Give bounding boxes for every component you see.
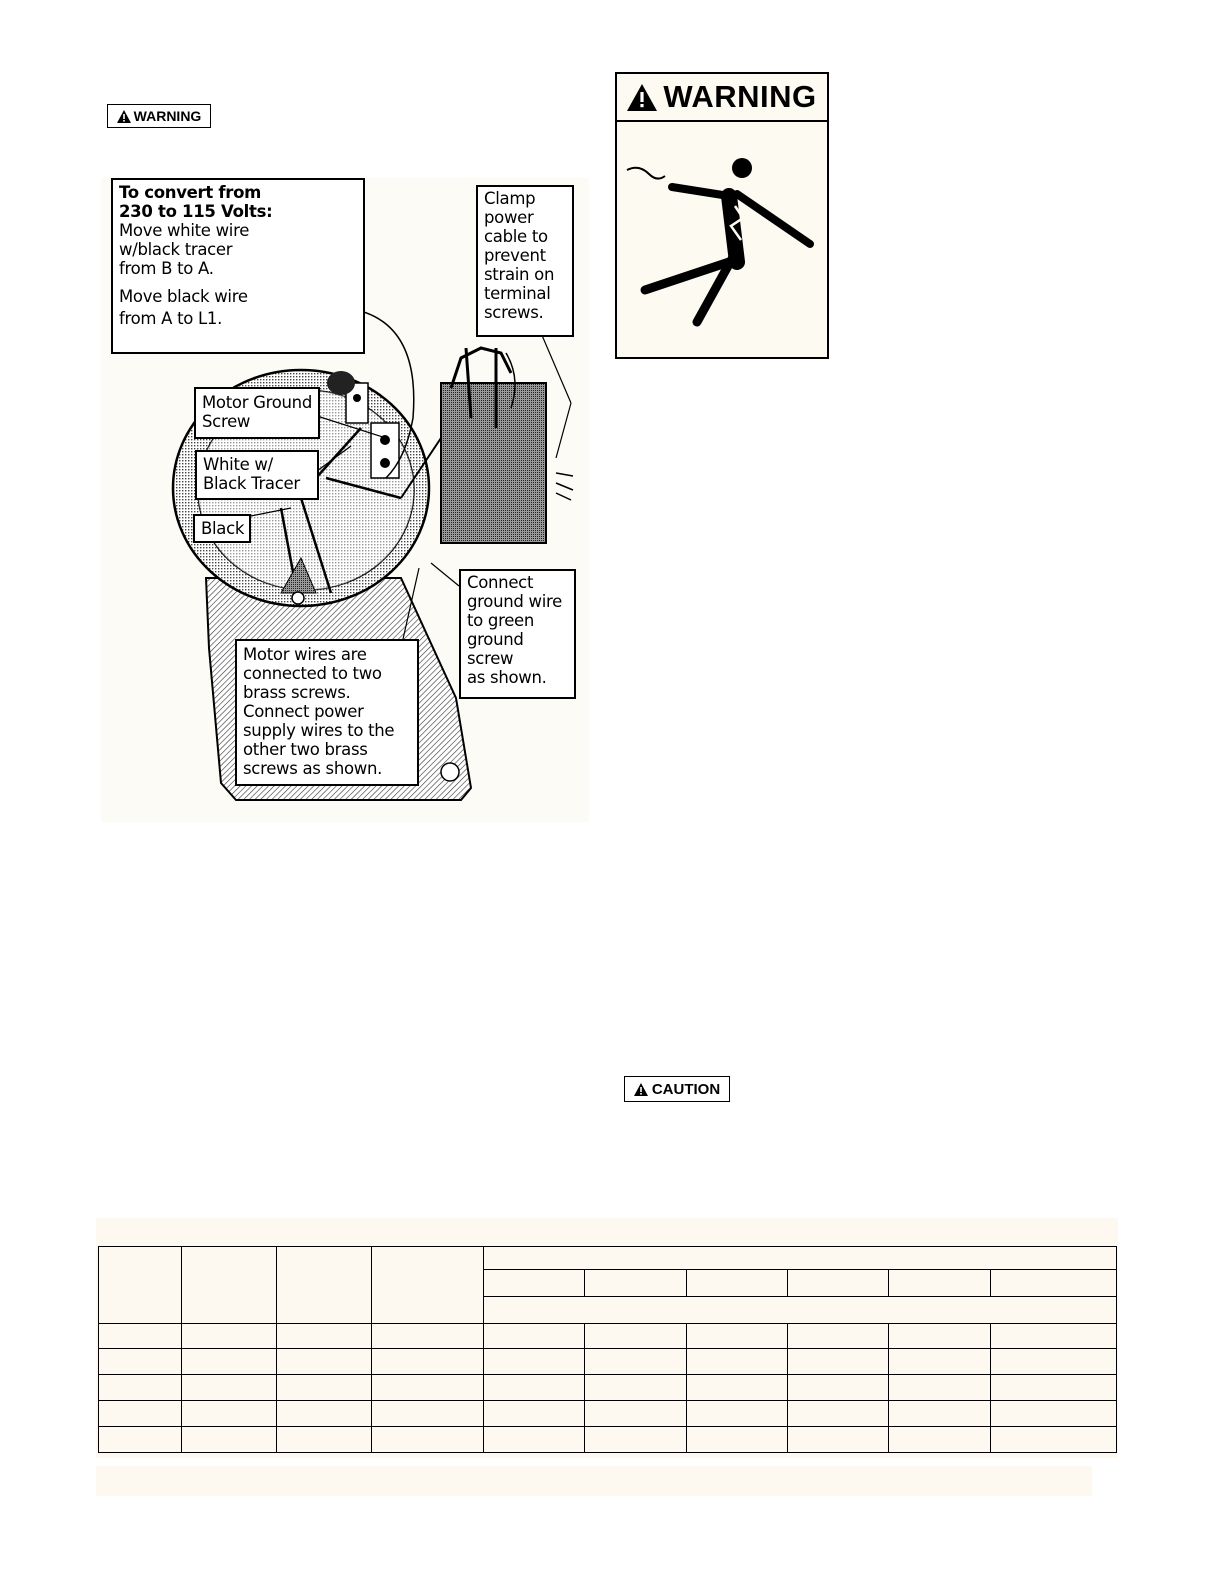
table-header-cell: [99, 1247, 182, 1324]
black-wire-label: [193, 514, 251, 543]
motor-wires-line: brass screws.: [243, 683, 351, 702]
warning-badge-label: WARNING: [133, 108, 202, 124]
table-header-cell: [585, 1270, 687, 1297]
connect-ground-line: ground: [467, 630, 524, 649]
motor-ground-screw-label: [194, 387, 320, 439]
clamp-line: terminal: [484, 284, 551, 303]
convert-line: Move white wire: [119, 221, 250, 240]
black-wire-text: Black: [201, 519, 245, 538]
table-header-cell: [182, 1247, 277, 1324]
table-row: [99, 1324, 1117, 1349]
motor-wires-line: supply wires to the: [243, 721, 395, 740]
convert-line: Move black wire: [119, 287, 248, 306]
wiring-diagram: [101, 178, 589, 822]
electric-shock-icon: [617, 122, 827, 357]
sign-heading-text: WARNING: [663, 79, 817, 114]
table-header-cell: [889, 1270, 991, 1297]
warning-triangle-icon: [117, 110, 131, 123]
convert-voltage-box: [111, 178, 365, 354]
table-header-cell: [484, 1270, 585, 1297]
white-tracer-label: [195, 450, 319, 500]
motor-ground-line: Screw: [202, 412, 251, 431]
connect-ground-line: screw: [467, 649, 514, 668]
caution-badge-label: CAUTION: [651, 1080, 721, 1098]
connect-ground-line: as shown.: [467, 668, 547, 687]
caution-triangle-icon: [634, 1083, 648, 1096]
clamp-line: screws.: [484, 303, 544, 322]
clamp-line: Clamp: [484, 189, 536, 208]
convert-title-line2: 230 to 115 Volts:: [119, 202, 273, 221]
motor-wires-line: other two brass: [243, 740, 368, 759]
clamp-line: power: [484, 208, 534, 227]
wire-size-table: [98, 1246, 1117, 1453]
white-tracer-line: Black Tracer: [203, 474, 300, 493]
clamp-line: strain on: [484, 265, 555, 284]
table-header-cell: [484, 1297, 1117, 1324]
table-header-cell: [277, 1247, 372, 1324]
connect-ground-line: ground wire: [467, 592, 562, 611]
table-row: [99, 1427, 1117, 1453]
motor-wires-line: Motor wires are: [243, 645, 367, 664]
warning-badge: [107, 104, 211, 128]
connect-ground-line: Connect: [467, 573, 534, 592]
caution-badge: [624, 1076, 730, 1102]
motor-ground-line: Motor Ground: [202, 393, 313, 412]
clamp-line: prevent: [484, 246, 546, 265]
motor-wires-line: Connect power: [243, 702, 364, 721]
table-row: [99, 1401, 1117, 1427]
convert-line: from B to A.: [119, 259, 214, 278]
connect-ground-box: [459, 569, 576, 699]
motor-wires-box: [235, 639, 419, 786]
convert-title-line1: To convert from: [119, 183, 262, 202]
electric-shock-warning-sign: [615, 72, 829, 359]
clamp-cable-box: [476, 185, 574, 337]
table-header-cell: [687, 1270, 788, 1297]
table-header-cell: [372, 1247, 484, 1324]
motor-wires-line: screws as shown.: [243, 759, 383, 778]
sign-header: [617, 74, 827, 122]
warning-triangle-icon: [627, 84, 657, 111]
table-row: [99, 1349, 1117, 1375]
white-tracer-line: White w/: [203, 455, 273, 474]
convert-line: w/black tracer: [119, 240, 233, 259]
table-header-cell: [788, 1270, 889, 1297]
connect-ground-line: to green: [467, 611, 535, 630]
table-header-cell: [991, 1270, 1117, 1297]
table-header-cell: [484, 1247, 1117, 1270]
motor-wires-line: connected to two: [243, 664, 382, 683]
table-row: [99, 1375, 1117, 1401]
clamp-line: cable to: [484, 227, 548, 246]
table-footnote-band: [96, 1466, 1092, 1496]
convert-line: from A to L1.: [119, 309, 223, 328]
